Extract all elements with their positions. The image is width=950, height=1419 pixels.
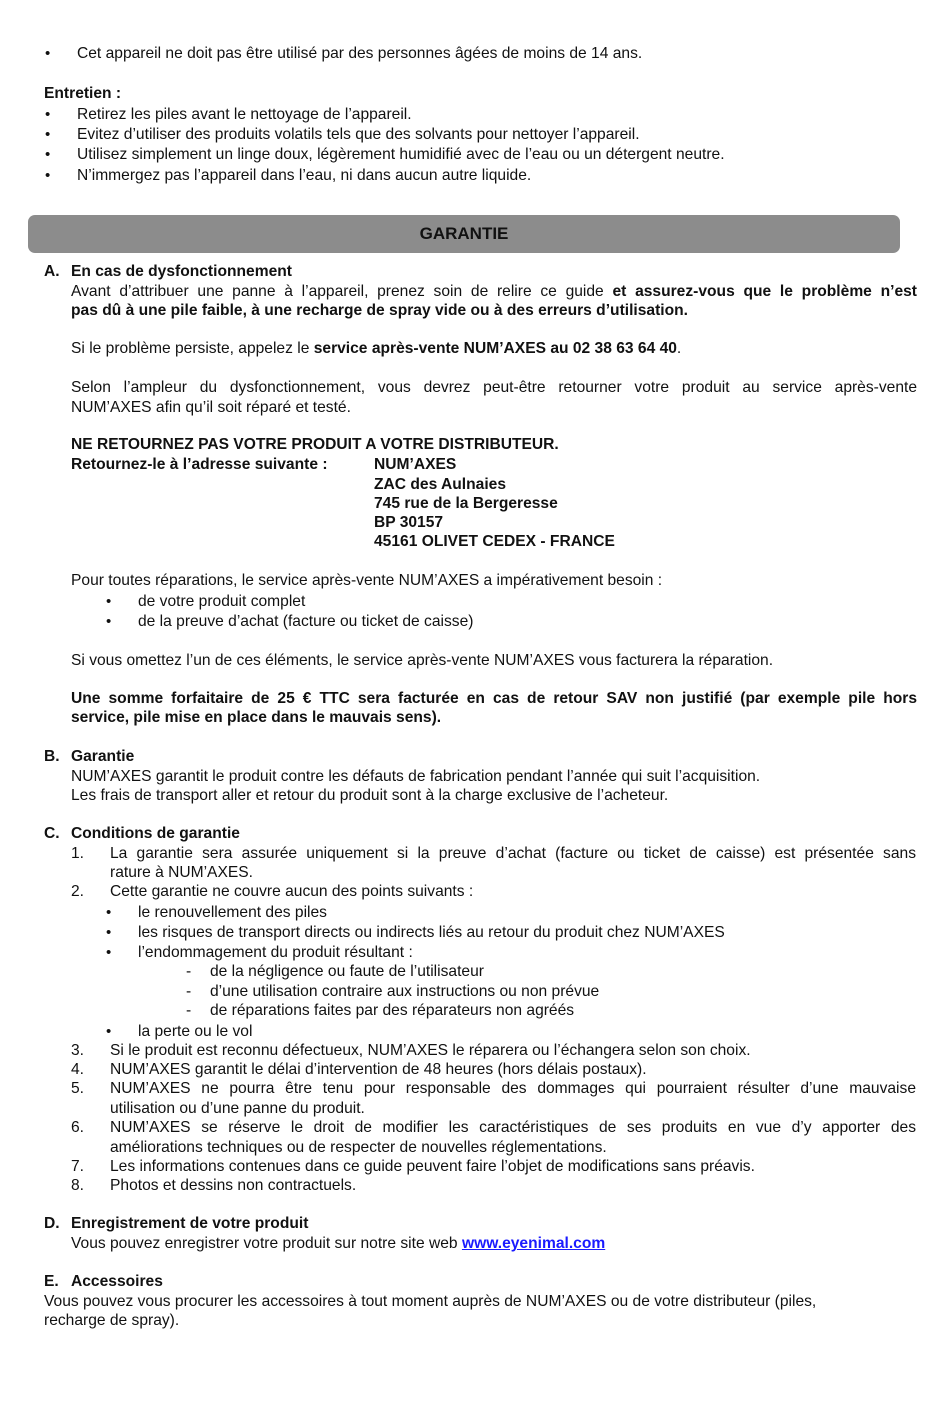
c-item-num: 1. xyxy=(71,845,85,862)
c-item-num: 8. xyxy=(71,1177,85,1194)
section-a-para2 xyxy=(71,339,681,358)
section-a-letter: A. xyxy=(44,263,60,280)
c-item6-line2: améliorations techniques ou de respecter de nouvelles réglementations. xyxy=(110,1139,607,1156)
section-b-line2: Les frais de transport aller et retour du produit sont à la charge exclusive de l’acheteur. xyxy=(71,787,669,804)
c-item3: Si le produit est reconnu défectueux, NUM’AXES le réparera ou l’échangera selon son choix. xyxy=(110,1042,751,1059)
entretien-item: • Evitez d’utiliser des produits volatils tels que des solvants pour nettoyer l’appareil. xyxy=(77,125,640,144)
c-item-num: 5. xyxy=(71,1080,85,1097)
section-e-line2: recharge de spray). xyxy=(44,1312,180,1329)
section-d-title: Enregistrement de votre produit xyxy=(71,1215,309,1232)
address-line: NUM’AXES xyxy=(374,456,457,473)
entretien-item: • N’immergez pas l’appareil dans l’eau, ni dans aucun autre liquide. xyxy=(77,166,531,185)
address-line: ZAC des Aulnaies xyxy=(374,476,506,493)
section-c-title: Conditions de garantie xyxy=(71,825,240,842)
section-b-line1: NUM’AXES garantit le produit contre les défauts de fabrication pendant l’année qui suit l’acquisition. xyxy=(71,768,761,785)
c-item2-bullet: • l’endommagement du produit résultant : xyxy=(138,943,413,962)
address-line: BP 30157 xyxy=(374,514,444,531)
para1-normal: Avant d’attribuer une panne à l’appareil, prenez soin de relire ce guide xyxy=(71,283,604,300)
c-item-num: 3. xyxy=(71,1042,85,1059)
c-item2-dash: - d’une utilisation contraire aux instructions ou non prévue xyxy=(210,982,599,1001)
para1-bold: et assurez-vous que le problème n’est xyxy=(612,283,917,300)
c-item5-line2: utilisation ou d’une panne du produit. xyxy=(110,1100,365,1117)
c-item8: Photos et dessins non contractuels. xyxy=(110,1177,357,1194)
section-a-para1-line1 xyxy=(71,282,917,301)
website-link[interactable]: www.eyenimal.com xyxy=(461,1235,606,1252)
section-a-para3-line1: Selon l’ampleur du dysfonctionnement, vous devrez peut-être retourner votre produit au service après-vente xyxy=(71,379,917,396)
section-e-letter: E. xyxy=(44,1273,59,1290)
section-a-para1-line2: pas dû à une pile faible, à une recharge de spray vide ou à des erreurs d’utilisation. xyxy=(71,302,689,319)
entretien-item: • Utilisez simplement un linge doux, légèrement humidifié avec de l’eau ou un détergent neutre. xyxy=(77,145,725,164)
return-label: Retournez-le à l’adresse suivante : xyxy=(71,456,328,473)
c-item-num: 7. xyxy=(71,1158,85,1175)
section-c-letter: C. xyxy=(44,825,60,842)
repairs-item: • de la preuve d’achat (facture ou ticket de caisse) xyxy=(138,612,473,631)
c-item-num: 4. xyxy=(71,1061,85,1078)
para2-normal: Si le problème persiste, appelez le xyxy=(71,340,310,357)
c-item2-bullet: • le renouvellement des piles xyxy=(138,903,327,922)
garantie-banner xyxy=(28,215,900,253)
register-text: Vous pouvez enregistrer votre produit sur notre site web xyxy=(71,1235,458,1252)
repairs-item: • de votre produit complet xyxy=(138,592,305,611)
section-d-line xyxy=(71,1234,605,1253)
entretien-title: Entretien : xyxy=(44,85,122,102)
section-e-line1: Vous pouvez vous procurer les accessoires à tout moment auprès de NUM’AXES ou de votre distributeur (piles, xyxy=(44,1293,817,1310)
para2-end: . xyxy=(676,340,682,357)
omit-text: Si vous omettez l’un de ces éléments, le service après-vente NUM’AXES vous facturera la réparation. xyxy=(71,652,774,669)
section-d-letter: D. xyxy=(44,1215,60,1232)
banner-title: GARANTIE xyxy=(419,224,509,243)
sav-phone: service après-vente NUM’AXES au 02 38 63 64 40 xyxy=(313,340,677,357)
c-item1-line1: La garantie sera assurée uniquement si la preuve d’achat (facture ou ticket de caisse) est présentée sans xyxy=(110,845,916,862)
intro-bullet: • Cet appareil ne doit pas être utilisé par des personnes âgées de moins de 14 ans. xyxy=(77,44,642,63)
c-item2: Cette garantie ne couvre aucun des points suivants : xyxy=(110,883,474,900)
section-a-title: En cas de dysfonctionnement xyxy=(71,263,292,280)
fee-line2: service, pile mise en place dans le mauvais sens). xyxy=(71,709,442,726)
section-a-para3-line2: NUM’AXES afin qu’il soit réparé et testé. xyxy=(71,399,351,416)
c-item7: Les informations contenues dans ce guide peuvent faire l’objet de modifications sans préavis. xyxy=(110,1158,755,1175)
c-item-num: 6. xyxy=(71,1119,85,1136)
c-item2-bullet: • les risques de transport directs ou indirects liés au retour du produit chez NUM’AXES xyxy=(138,923,725,942)
c-item2-bullet: • la perte ou le vol xyxy=(138,1022,252,1041)
c-item6-line1: NUM’AXES se réserve le droit de modifier les caractéristiques de ses produits en vue d’y apporter des xyxy=(110,1119,916,1136)
repairs-intro: Pour toutes réparations, le service après-vente NUM’AXES a impérativement besoin : xyxy=(71,572,663,589)
fee-line1: Une somme forfaitaire de 25 € TTC sera facturée en cas de retour SAV non justifié (par exemple pile hors xyxy=(71,690,917,707)
address-line: 745 rue de la Bergeresse xyxy=(374,495,558,512)
c-item1-line2: rature à NUM’AXES. xyxy=(110,864,253,881)
section-b-letter: B. xyxy=(44,748,60,765)
c-item5-line1: NUM’AXES ne pourra être tenu pour responsable des dommages qui pourraient résulter d’une mauvaise xyxy=(110,1080,916,1097)
entretien-item: • Retirez les piles avant le nettoyage de l’appareil. xyxy=(77,105,412,124)
c-item4: NUM’AXES garantit le délai d’intervention de 48 heures (hors délais postaux). xyxy=(110,1061,647,1078)
section-b-title: Garantie xyxy=(71,748,135,765)
return-warning: NE RETOURNEZ PAS VOTRE PRODUIT A VOTRE DISTRIBUTEUR. xyxy=(71,436,559,453)
c-item-num: 2. xyxy=(71,883,85,900)
c-item2-dash: - de réparations faites par des réparateurs non agréés xyxy=(210,1001,574,1020)
address-line: 45161 OLIVET CEDEX - FRANCE xyxy=(374,533,615,550)
c-item2-dash: - de la négligence ou faute de l’utilisateur xyxy=(210,962,484,981)
section-e-title: Accessoires xyxy=(71,1273,163,1290)
